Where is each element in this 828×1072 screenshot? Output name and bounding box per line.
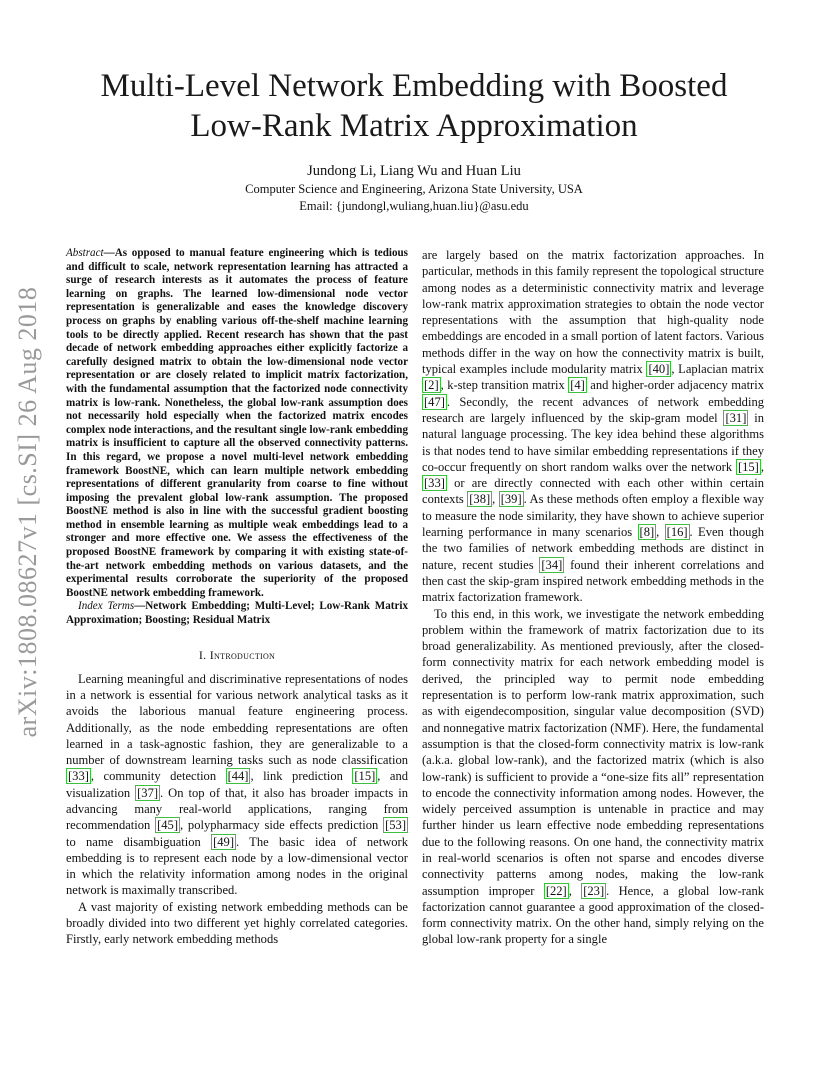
citation-link[interactable]: [47] xyxy=(424,394,445,409)
text-run: in natural language processing. The key idea behind these algorithms is that nodes tend to have similar embedding representations if they co-occur frequently on short random walks over the network xyxy=(422,410,764,474)
text-run: To this end, in this work, we investigate the network embedding problem within the framework of matrix factorization due to its broad generalizability. As mentioned previously, after the closed-form connectivity matrix for each network embedding model is derived, the principled way to permit node embedding representation is to perform low-rank matrix approximation, such as with eigendecomposition, singular value decomposition (SVD) and nonnegative matrix factorization (NMF). Here, the fundamental assumption is that the closed-form connectivity matrix is low-rank (a.k.a. global low-rank), and the factorized matrix (which is also low-rank) is sufficient to provide a “one-size fits all” representation to encode the connectivity information among nodes. However, the widely perceived assumption is untenable in practice and may further hinder us learn effective node embedding representations due to the following reasons. On one hand, the connectivity matrix in real-world scenarios is often not sparse and encodes diverse connectivity patterns among nodes, making the low-rank assumption improper xyxy=(422,606,764,898)
text-run: are largely based on the matrix factorization approaches. In particular, methods in this family represent the topological structure among nodes as a deterministic connectivity matrix and leverage low-rank matrix approximation strategies to obtain the node vector representations with the assumption that high-quality node embeddings are encoded in a small portion of latent factors. Various methods differ in the way on how the connectivity matrix is built, typical examples include modularity matrix xyxy=(422,248,764,377)
citation-link[interactable]: [22] xyxy=(545,883,567,898)
citation-link[interactable]: [15] xyxy=(737,459,759,474)
index-terms-label: Index Terms xyxy=(78,600,135,613)
index-terms-text: —Network Embedding; Multi-Level; Low-Rank Matrix Approximation; Boosting; Residual Matrix xyxy=(66,600,408,627)
title-line-2: Low-Rank Matrix Approximation xyxy=(190,108,638,144)
text-run: , xyxy=(760,459,764,474)
text-run: , community detection xyxy=(90,769,226,784)
citation-link[interactable]: [40] xyxy=(648,362,670,377)
citation-link[interactable]: [8] xyxy=(639,525,655,540)
citation-link[interactable]: [23] xyxy=(583,883,605,898)
email: Email: {jundongl,wuliang,huan.liu}@asu.edu xyxy=(299,199,529,213)
citation-link[interactable]: [4] xyxy=(570,378,585,393)
text-run: , and visualization xyxy=(66,769,408,800)
text-run: , k-step transition matrix xyxy=(440,378,569,393)
abstract-label: Abstract xyxy=(66,247,104,259)
abstract-text: —As opposed to manual feature engineering which is tedious and difficult to scale, network representation learning has attracted a surge of research interests as it automates the process of feature learning on graphs. The learned low-dimensional node vector representation is generalizable and eases the knowledge discovery process on graphs by enabling various off-the-shelf machine learning tools to be directly applied. Recent research has shown that the past decade of network embedding approaches either explicitly factorize a carefully designed matrix to obtain the low-dimensional node vector representation or are closely related to implicit matrix factorization, with the fundamental assumption that the factorized node connectivity matrix is low-rank. Nonetheless, the global low-rank assumption does not necessarily hold especially when the factorized matrix encodes complex node interactions, and the resultant single low-rank embedding matrix is insufficient to capture all the observed connectivity patterns. In this regard, we propose a novel multi-level network embedding framework BoostNE, which can learn multiple network embedding representations of different granularity from coarse to fine without imposing the prevalent global low-rank assumption. The proposed BoostNE method is also in line with the successful gradient boosting method in ensemble learning as multiple weak embeddings lead to a stronger and more effective one. We assess the effectiveness of the proposed BoostNE framework by comparing it with existing state-of-the-art network embedding methods on various datasets, and the experimental results corroborate the superiority of the proposed BoostNE network embedding framework. xyxy=(66,247,408,599)
text-run: . Hence, a global low-rank factorization cannot guarantee a good approximation of the closed-form connectivity matrix. On the other hand, simply relying on the global low-rank property for a single xyxy=(422,883,764,947)
citation-link[interactable]: [39] xyxy=(500,492,522,507)
text-run: , Laplacian matrix xyxy=(671,362,764,377)
right-paragraph-1 xyxy=(422,247,764,606)
text-run: , xyxy=(656,525,665,540)
text-run: and higher-order adjacency matrix xyxy=(586,378,764,393)
right-column xyxy=(422,247,764,948)
text-run: , xyxy=(492,492,499,507)
text-run: Learning meaningful and discriminative representations of nodes in a network is essential for various network analytical tasks as it avoids the laborious manual feature engineering process. Additionally, as the node embedding representations are often learned in a task-agnostic fashion, they are generalizable to a number of downstream learning tasks such as node classification xyxy=(66,671,408,768)
title-line-1: Multi-Level Network Embedding with Boosted xyxy=(100,68,728,104)
intro-paragraph-2: A vast majority of existing network embedding methods can be broadly divided into two different yet highly correlated categories. Firstly, early network embedding methods xyxy=(66,899,408,947)
citation-link[interactable]: [45] xyxy=(157,818,178,833)
section-title: Introduction xyxy=(209,647,276,662)
text-run: . Even though the two families of network embedding methods are distinct in nature, recent studies xyxy=(422,525,764,572)
arxiv-identifier: arXiv:1808.08627v1 [cs.SI] 26 Aug 2018 xyxy=(13,286,42,738)
left-column xyxy=(66,247,408,948)
section-heading xyxy=(66,648,408,663)
section-number: I. xyxy=(198,647,207,662)
citation-link[interactable]: [34] xyxy=(541,557,563,572)
text-run: . Secondly, the recent advances of network embedding research are largely influenced by the skip-gram model xyxy=(422,394,764,425)
text-run: , link prediction xyxy=(250,769,353,784)
text-run: . On top of that, it also has broader impacts in advancing many real-world applications, ranging from recommendation xyxy=(66,785,409,833)
citation-link[interactable]: [37] xyxy=(137,785,159,800)
paper-title xyxy=(60,66,768,146)
citation-link[interactable]: [15] xyxy=(354,769,376,784)
text-run: , xyxy=(568,883,582,898)
text-run: , polypharmacy side effects prediction xyxy=(180,818,384,833)
citation-link[interactable]: [33] xyxy=(68,769,89,784)
text-run: . As these methods often employ a flexible way to measure the node similarity, they have shown to achieve superior learning performance in many scenarios xyxy=(422,492,764,540)
citation-link[interactable]: [31] xyxy=(725,410,747,425)
text-run: to name disambiguation xyxy=(66,834,212,849)
abstract xyxy=(66,247,408,600)
citation-link[interactable]: [16] xyxy=(666,525,688,540)
citation-link[interactable]: [33] xyxy=(424,476,445,491)
intro-paragraph-1 xyxy=(66,671,408,899)
citation-link[interactable]: [38] xyxy=(469,492,491,507)
text-run: or are directly connected with each other within certain contexts xyxy=(422,476,764,507)
right-paragraph-2 xyxy=(422,606,764,948)
affiliation: Computer Science and Engineering, Arizona State University, USA xyxy=(245,182,583,196)
citation-link[interactable]: [44] xyxy=(227,769,249,784)
text-run: . The basic idea of network embedding is to represent each node by a low-dimensional vector in which the relativity information among nodes in the original network is maximally transcribed. xyxy=(66,834,408,898)
text-run: found their inherent correlations and then cast the skip-gram inspired network embedding methods in the matrix factorization framework. xyxy=(422,557,764,605)
arxiv-sidebar xyxy=(8,262,48,762)
citation-link[interactable]: [53] xyxy=(385,818,406,833)
index-terms xyxy=(66,600,408,627)
citation-link[interactable]: [49] xyxy=(213,834,234,849)
authors: Jundong Li, Liang Wu and Huan Liu xyxy=(307,163,521,179)
citation-link[interactable]: [2] xyxy=(424,378,439,393)
